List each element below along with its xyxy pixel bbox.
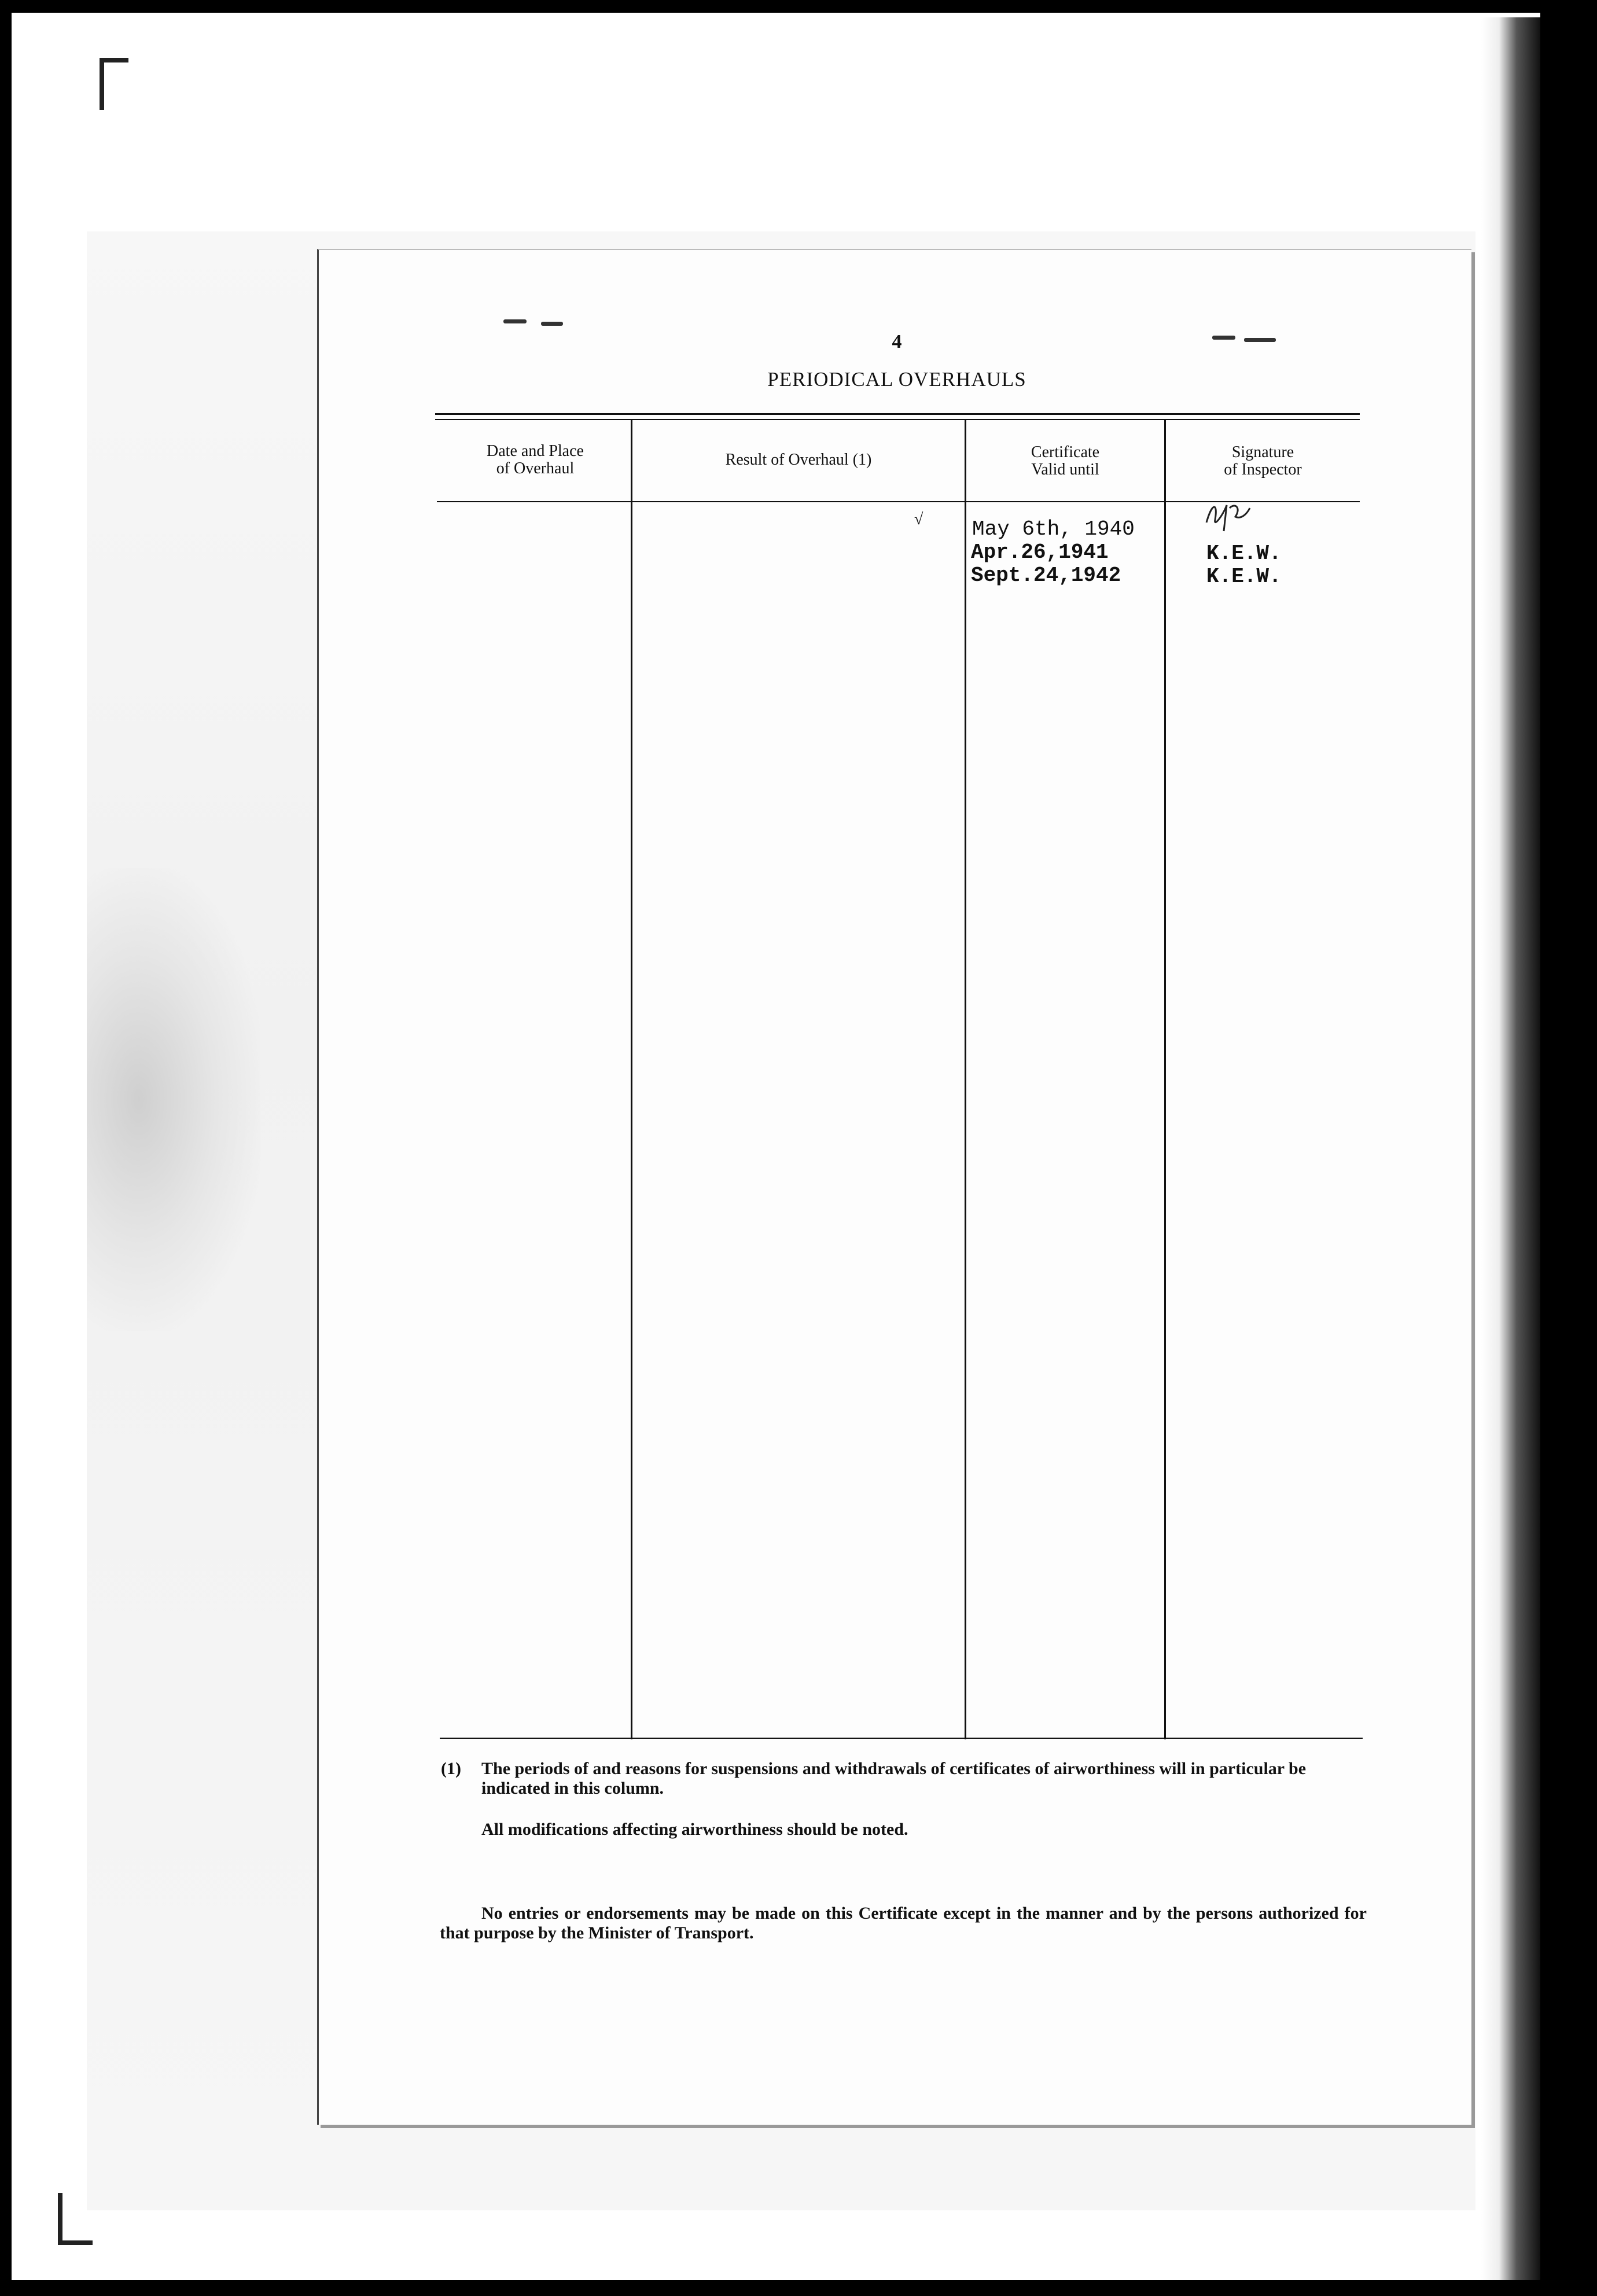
header-result: Result of Overhaul (1) xyxy=(725,451,872,469)
scan-border-right xyxy=(1540,0,1597,2296)
scan-border-bottom xyxy=(0,2280,1597,2296)
table-col-divider-2 xyxy=(965,420,966,1739)
top-dash-left-2 xyxy=(541,322,563,326)
crop-mark-top-left-h xyxy=(100,58,128,62)
top-dash-right-2 xyxy=(1244,338,1276,342)
certificate-page xyxy=(317,249,1471,2125)
header-date-place: Date and Place of Overhaul xyxy=(487,442,584,477)
inspector-handwritten-initials xyxy=(1201,496,1253,537)
page-number: 4 xyxy=(892,331,902,352)
inspector-signature-2: K.E.W. xyxy=(1206,565,1282,588)
scan-smudge xyxy=(87,868,260,1331)
page-title: PERIODICAL OVERHAULS xyxy=(767,368,1026,391)
top-dash-left-1 xyxy=(503,319,527,323)
valid-until-entry-1: May 6th, 1940 xyxy=(972,517,1135,541)
header-certificate-valid: Certificate Valid until xyxy=(1031,443,1100,479)
scan-border-left xyxy=(0,0,12,2296)
entries-warning: No entries or endorsements may be made on this Certificate except in the manner and by the persons authorized for that purpose by the Minister of Transport. xyxy=(440,1904,1367,1942)
inspector-signature-1: K.E.W. xyxy=(1206,542,1282,565)
top-dash-right-1 xyxy=(1212,336,1235,340)
valid-until-entry-3: Sept.24,1942 xyxy=(971,564,1121,587)
scan-right-edge xyxy=(1481,17,1540,2280)
table-top-rule-1 xyxy=(435,413,1360,415)
footnote-marker: (1) xyxy=(441,1759,461,1778)
table-col-divider-1 xyxy=(631,420,632,1739)
modifications-note: All modifications affecting airworthiness should be noted. xyxy=(481,1820,908,1839)
table-col-divider-3 xyxy=(1164,420,1166,1739)
footnote-text: The periods of and reasons for suspensions and withdrawals of certificates of airworthiness will in particular be indicated in this column. xyxy=(481,1759,1307,1798)
crop-mark-top-left xyxy=(100,58,104,110)
header-signature: Signature of Inspector xyxy=(1224,443,1302,479)
scan-border-top xyxy=(0,0,1597,13)
table-bottom-rule xyxy=(440,1738,1363,1739)
crop-mark-bottom-left xyxy=(58,2193,62,2245)
table-top-rule-2 xyxy=(435,419,1360,420)
crop-mark-bottom-left-h xyxy=(58,2240,93,2245)
valid-until-entry-2: Apr.26,1941 xyxy=(971,540,1109,564)
check-mark: √ xyxy=(914,510,923,528)
